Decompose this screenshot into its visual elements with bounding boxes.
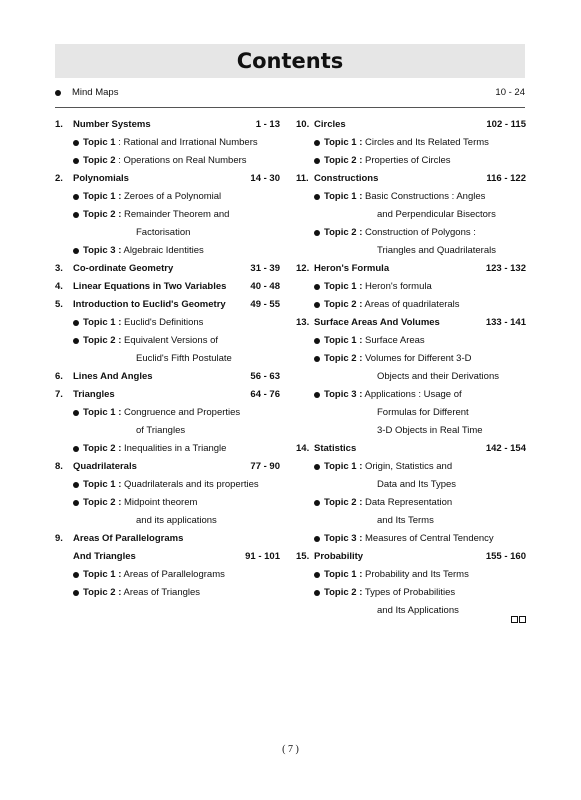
chapter-entry[interactable] [55, 260, 280, 278]
chapter-title: Circles [314, 119, 346, 130]
chapter-pages: 123 - 132 [485, 263, 526, 274]
chapter-title: Lines And Angles [73, 371, 153, 382]
bullet-icon [73, 446, 79, 452]
topic-label: Topic 1 : [324, 335, 363, 346]
topic-text: Measures of Central Tendency [365, 533, 494, 544]
topic-label: Topic 2 : [83, 443, 122, 454]
bullet-icon [73, 140, 79, 146]
topic-entry[interactable] [55, 440, 280, 458]
chapter-number: 12. [296, 263, 310, 274]
topic-entry[interactable] [55, 314, 280, 332]
topic-text: Zeroes of a Polynomial [124, 191, 222, 202]
topic-label: Topic 2 : [324, 587, 363, 598]
chapter-number: 5. [55, 299, 63, 310]
chapter-number: 1. [55, 119, 63, 130]
contents-right-column [296, 116, 526, 620]
bullet-icon [314, 230, 320, 236]
topic-label: Topic 1 : [324, 569, 363, 580]
topic-separator: : [115, 155, 124, 166]
topic-label: Topic 1 : [83, 479, 122, 490]
chapter-pages: 49 - 55 [250, 299, 280, 310]
chapter-title: Quadrilaterals [73, 461, 137, 472]
chapter-pages: 91 - 101 [245, 551, 280, 562]
chapter-entry[interactable] [296, 170, 526, 188]
bullet-icon [73, 410, 79, 416]
topic-entry[interactable] [296, 188, 526, 224]
topic-label: Topic 2 : [324, 497, 363, 508]
chapter-pages: 56 - 63 [250, 371, 280, 382]
chapter-entry[interactable] [55, 278, 280, 296]
chapter-pages: 133 - 141 [485, 317, 526, 328]
chapter-number: 7. [55, 389, 63, 400]
topic-text: Probability and Its Terms [365, 569, 469, 580]
topic-label: Topic 1 : [324, 191, 363, 202]
bullet-icon [73, 482, 79, 488]
topic-text: Properties of Circles [365, 155, 451, 166]
topic-label: Topic 1 : [83, 569, 122, 580]
topic-label: Topic 2 : [324, 353, 363, 364]
topic-entry[interactable] [296, 584, 526, 620]
chapter-entry[interactable] [296, 260, 526, 278]
chapter-pages: 40 - 48 [250, 281, 280, 292]
bullet-icon [314, 536, 320, 542]
topic-text: Algebraic Identities [123, 245, 204, 256]
chapter-pages: 102 - 115 [486, 119, 526, 130]
bullet-icon [73, 338, 79, 344]
mind-maps-pages: 10 - 24 [495, 87, 525, 98]
topic-text: Circles and Its Related Terms [365, 137, 489, 148]
bullet-icon [314, 572, 320, 578]
topic-text: Midpoint theorem [124, 497, 198, 508]
chapter-number: 14. [296, 443, 310, 454]
chapter-number: 2. [55, 173, 63, 184]
chapter-pages: 116 - 122 [486, 173, 526, 184]
chapter-title: Introduction to Euclid's Geometry [73, 299, 226, 310]
topic-label: Topic 2 : [83, 497, 122, 508]
topic-entry[interactable] [55, 494, 280, 530]
topic-text: and Its Applications [377, 605, 459, 616]
topic-text: Rational and Irrational Numbers [123, 137, 258, 148]
topic-text: Factorisation [136, 227, 191, 238]
bullet-icon [314, 194, 320, 200]
end-mark-icon [510, 616, 526, 626]
bullet-icon [314, 338, 320, 344]
chapter-entry[interactable] [55, 530, 280, 548]
bullet-icon [55, 90, 61, 96]
bullet-icon [73, 212, 79, 218]
bullet-icon [314, 500, 320, 506]
chapter-entry[interactable] [296, 314, 526, 332]
topic-text: Heron's formula [365, 281, 432, 292]
topic-entry[interactable] [55, 152, 280, 170]
chapter-title: Linear Equations in Two Variables [73, 281, 227, 292]
topic-text: and its applications [136, 515, 217, 526]
mind-maps-label: Mind Maps [72, 87, 119, 98]
topic-text: Congruence and Properties [124, 407, 241, 418]
topic-text: and Perpendicular Bisectors [377, 209, 496, 220]
bullet-icon [73, 572, 79, 578]
bullet-icon [314, 140, 320, 146]
chapter-number: 11. [296, 173, 309, 184]
topic-text: Remainder Theorem and [124, 209, 230, 220]
chapter-entry[interactable] [296, 440, 526, 458]
topic-entry[interactable] [296, 566, 526, 584]
divider [55, 107, 525, 108]
chapter-number: 3. [55, 263, 63, 274]
topic-entry[interactable] [55, 476, 280, 494]
chapter-entry[interactable] [296, 116, 526, 134]
topic-entry[interactable] [296, 152, 526, 170]
topic-entry[interactable] [55, 332, 280, 368]
topic-label: Topic 3 : [324, 533, 363, 544]
bullet-icon [314, 392, 320, 398]
topic-label: Topic 2 : [324, 155, 363, 166]
topic-text: Data and Its Types [377, 479, 457, 490]
topic-entry[interactable] [296, 530, 526, 548]
topic-label: Topic 2 : [83, 335, 122, 346]
chapter-number: 4. [55, 281, 63, 292]
chapter-pages: 64 - 76 [250, 389, 280, 400]
topic-text: Objects and their Derivations [377, 371, 499, 382]
bullet-icon [314, 302, 320, 308]
topic-label: Topic 2 : [83, 209, 122, 220]
chapter-number: 15. [296, 551, 310, 562]
topic-entry[interactable] [55, 584, 280, 602]
topic-label: Topic 1 : [83, 317, 122, 328]
bullet-icon [73, 194, 79, 200]
chapter-title: Areas Of Parallelograms [73, 533, 184, 544]
chapter-title: Constructions [314, 173, 379, 184]
chapter-title: Probability [314, 551, 364, 562]
bullet-icon [73, 590, 79, 596]
topic-text: Operations on Real Numbers [123, 155, 247, 166]
chapter-pages: 142 - 154 [485, 443, 526, 454]
topic-text: and Its Terms [377, 515, 434, 526]
chapter-entry[interactable] [55, 170, 280, 188]
topic-text: Volumes for Different 3-D [365, 353, 472, 364]
topic-text: of Triangles [136, 425, 186, 436]
topic-text: Types of Probabilities [364, 587, 456, 598]
topic-entry[interactable] [296, 386, 526, 440]
chapter-entry[interactable] [55, 548, 280, 566]
chapter-title: Triangles [73, 389, 115, 400]
topic-label: Topic 3 : [324, 389, 363, 400]
topic-text: Euclid's Definitions [124, 317, 204, 328]
bullet-icon [314, 158, 320, 164]
topic-text: Areas of Triangles [123, 587, 201, 598]
bullet-icon [314, 284, 320, 290]
bullet-icon [314, 464, 320, 470]
bullet-icon [73, 248, 79, 254]
topic-text: Inequalities in a Triangle [124, 443, 227, 454]
topic-text: Triangles and Quadrilaterals [377, 245, 496, 256]
chapter-entry[interactable] [55, 116, 280, 134]
topic-label: Topic 1 : [324, 137, 363, 148]
chapter-pages: 77 - 90 [250, 461, 280, 472]
topic-entry[interactable] [55, 134, 280, 152]
topic-entry[interactable] [296, 296, 526, 314]
topic-entry[interactable] [296, 458, 526, 494]
topic-text: Basic Constructions : Angles [365, 191, 486, 202]
topic-text: Areas of Parallelograms [123, 569, 225, 580]
topic-label: Topic 2 : [324, 227, 363, 238]
chapter-entry[interactable] [55, 296, 280, 314]
topic-entry[interactable] [296, 332, 526, 350]
topic-entry[interactable] [296, 134, 526, 152]
chapter-pages: 14 - 30 [250, 173, 280, 184]
page-title: Contents [55, 44, 525, 78]
topic-entry[interactable] [296, 350, 526, 386]
topic-label: Topic 1 : [83, 407, 122, 418]
chapter-pages: 31 - 39 [250, 263, 280, 274]
chapter-number: 10. [296, 119, 310, 130]
chapter-entry[interactable] [55, 458, 280, 476]
chapter-pages: 1 - 13 [255, 119, 280, 130]
topic-entry[interactable] [296, 278, 526, 296]
topic-entry[interactable] [55, 566, 280, 584]
chapter-title: Number Systems [73, 119, 151, 130]
topic-text: Areas of quadrilaterals [364, 299, 460, 310]
topic-text: Applications : Usage of [364, 389, 462, 400]
topic-label: Topic 1 [83, 137, 116, 148]
bullet-icon [314, 590, 320, 596]
bullet-icon [73, 500, 79, 506]
topic-label: Topic 1 : [324, 281, 363, 292]
contents-left-column [55, 116, 280, 602]
bullet-icon [73, 158, 79, 164]
topic-label: Topic 2 [83, 155, 116, 166]
chapter-entry[interactable] [296, 548, 526, 566]
topic-label: Topic 3 : [83, 245, 122, 256]
topic-entry[interactable] [296, 494, 526, 530]
chapter-entry[interactable] [55, 386, 280, 404]
topic-entry[interactable] [296, 224, 526, 260]
topic-label: Topic 1 : [324, 461, 363, 472]
chapter-number: 13. [296, 317, 310, 328]
bullet-icon [314, 356, 320, 362]
page-number: ( 7 ) [282, 744, 299, 755]
chapter-number: 8. [55, 461, 63, 472]
chapter-number: 9. [55, 533, 63, 544]
topic-entry[interactable] [55, 404, 280, 440]
topic-separator: : [115, 137, 124, 148]
chapter-title: Surface Areas And Volumes [314, 317, 440, 328]
topic-text: 3-D Objects in Real Time [377, 425, 483, 436]
mind-maps-entry[interactable] [55, 86, 525, 100]
chapter-entry[interactable] [55, 368, 280, 386]
chapter-number: 6. [55, 371, 63, 382]
topic-text: Construction of Polygons : [365, 227, 476, 238]
topic-label: Topic 2 : [83, 587, 122, 598]
topic-text: Data Representation [365, 497, 453, 508]
topic-text: Equivalent Versions of [124, 335, 219, 346]
topic-text: Quadrilaterals and its properties [124, 479, 259, 490]
chapter-title: Co-ordinate Geometry [73, 263, 174, 274]
topic-text: Formulas for Different [377, 407, 469, 418]
topic-entry[interactable] [55, 242, 280, 260]
chapter-title: And Triangles [73, 551, 136, 562]
topic-text: Origin, Statistics and [365, 461, 453, 472]
chapter-pages: 155 - 160 [485, 551, 526, 562]
chapter-title: Polynomials [73, 173, 129, 184]
topic-label: Topic 1 : [83, 191, 122, 202]
chapter-title: Heron's Formula [314, 263, 390, 274]
topic-entry[interactable] [55, 188, 280, 206]
bullet-icon [73, 320, 79, 326]
topic-label: Topic 2 : [324, 299, 363, 310]
topic-entry[interactable] [55, 206, 280, 242]
chapter-title: Statistics [314, 443, 357, 454]
topic-text: Surface Areas [365, 335, 425, 346]
topic-text: Euclid's Fifth Postulate [136, 353, 232, 364]
